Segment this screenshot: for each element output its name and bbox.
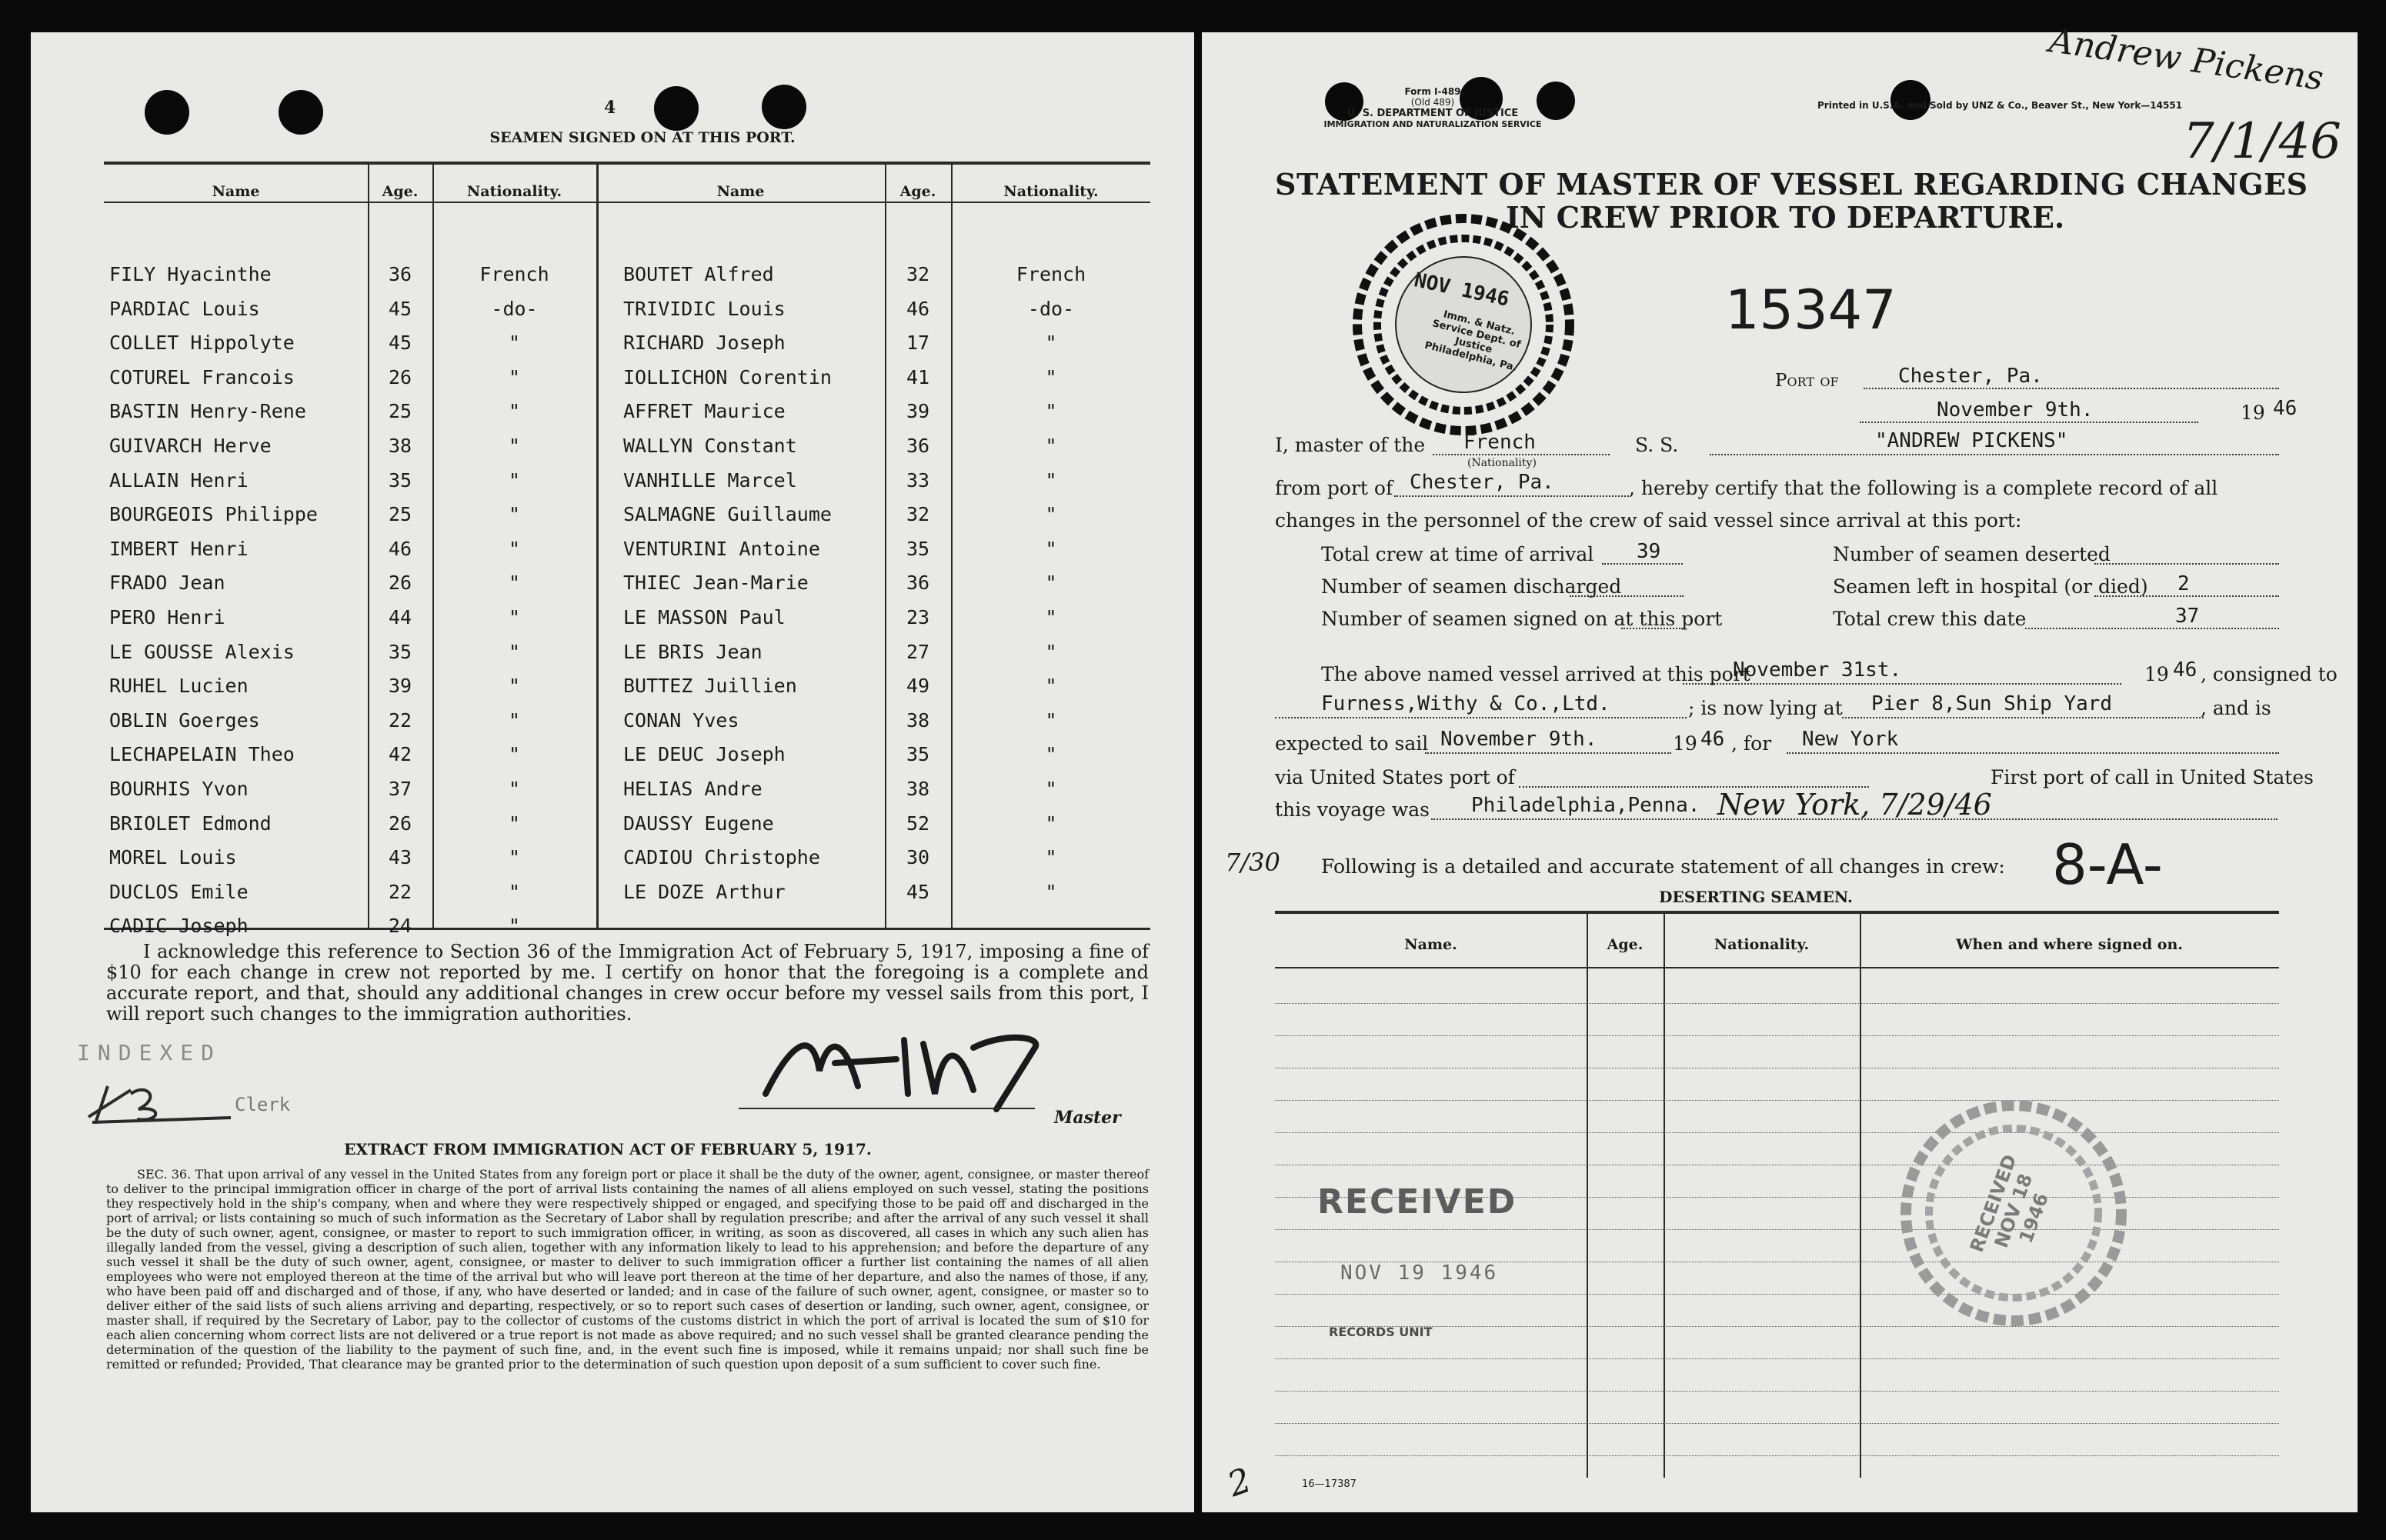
from-port-line [1394, 495, 1629, 497]
seaman-age: 22 [388, 708, 412, 732]
column-header-age: Age. [382, 183, 419, 200]
seaman-name: GUIVARCH Herve [109, 435, 272, 457]
printer-note: Printed in U.S.A. and Sold by UNZ & Co., Beaver St., New York—14551 [1817, 100, 2183, 111]
seaman-nationality: -do- [1027, 297, 1075, 320]
seaman-nationality: " [508, 365, 521, 388]
seaman-name: RUHEL Lucien [109, 675, 249, 698]
column-header-nationality: Nationality. [1003, 183, 1099, 200]
seaman-nationality: " [508, 846, 521, 869]
column-header-name: Name [716, 183, 765, 200]
seaman-name: LE DOZE Arthur [623, 880, 786, 903]
seaman-nationality: " [508, 468, 521, 492]
signature-line [739, 1108, 1035, 1109]
seaman-age: 25 [388, 400, 412, 423]
seaman-age: 23 [906, 606, 930, 628]
via-label: via United States port of [1275, 766, 1515, 788]
margin-note: 7/30 [1225, 848, 1280, 877]
nationality-value: French [1463, 431, 1536, 454]
date-line [1860, 422, 2198, 423]
seaman-age: 43 [388, 846, 412, 869]
seaman-name: LE DEUC Joseph [623, 743, 786, 766]
seaman-age: 49 [906, 675, 930, 698]
table-rule [104, 202, 1150, 203]
extract-title: EXTRACT FROM IMMIGRATION ACT OF FEBRUARY 5, 1917. [344, 1140, 872, 1158]
lying-line [1842, 717, 2204, 718]
column-divider [596, 163, 599, 928]
column-header-age: Age. [899, 183, 936, 200]
expected-year: 46 [1700, 728, 1725, 751]
seaman-name: BASTIN Henry-Rene [109, 400, 306, 423]
column-divider [1860, 912, 1861, 1478]
seaman-name: BOUTET Alfred [623, 263, 774, 285]
arrived-line [1683, 683, 2121, 685]
seaman-name: VENTURINI Antoine [623, 537, 820, 560]
arrived-label: The above named vessel arrived at this port [1321, 663, 1750, 685]
following-text: Following is a detailed and accurate statement of all changes in crew: [1321, 855, 2005, 878]
seaman-nationality: " [508, 572, 521, 595]
seaman-age: 25 [388, 503, 412, 526]
vessel-name: "ANDREW PICKENS" [1875, 429, 2068, 452]
table-rule [1275, 911, 2279, 914]
seaman-name: LE GOUSSE Alexis [109, 640, 295, 663]
deserting-column-age: Age. [1607, 936, 1644, 953]
table-rule [1275, 967, 2279, 968]
seaman-name: IOLLICHON Corentin [623, 365, 832, 388]
indexed-stamp: INDEXED [77, 1040, 222, 1065]
date-value: November 9th. [1937, 398, 2094, 422]
file-number: 15347 [1725, 278, 1897, 342]
seaman-nationality: " [1045, 606, 1057, 628]
port-line [1864, 388, 2279, 389]
expected-line [1425, 752, 1671, 754]
year-prefix: 19 [2241, 402, 2265, 424]
stat-line [1621, 628, 1683, 629]
seaman-name: CADIC Joseph [109, 915, 249, 938]
seaman-age: 24 [388, 915, 412, 938]
seaman-age: 41 [906, 365, 930, 388]
column-divider [1664, 912, 1665, 1478]
seaman-age: 35 [388, 468, 412, 492]
deserting-column-name: Name. [1404, 936, 1457, 953]
seaman-age: 38 [388, 435, 412, 457]
seaman-name: DAUSSY Eugene [623, 812, 774, 835]
seaman-name: IMBERT Henri [109, 537, 249, 560]
seaman-nationality: " [508, 778, 521, 800]
certify-text: , hereby certify that the following is a complete record of all [1629, 477, 2218, 499]
seaman-nationality: French [479, 263, 549, 285]
for-line [1787, 752, 2279, 754]
seaman-age: 52 [906, 812, 930, 835]
for-label: , for [1731, 732, 1772, 755]
seaman-age: 32 [906, 263, 930, 285]
faint-stamp-text: RECEIVED NOV 18 1946 [1965, 1152, 2053, 1255]
punch-hole [279, 90, 323, 135]
seaman-nationality: " [508, 812, 521, 835]
seaman-nationality: " [1045, 365, 1057, 388]
column-header-nationality: Nationality. [466, 183, 562, 200]
seaman-age: 35 [906, 537, 930, 560]
consigned-label: , consigned to [2201, 663, 2338, 685]
seaman-age: 26 [388, 365, 412, 388]
lying-value: Pier 8,Sun Ship Yard [1871, 692, 2113, 715]
deserting-column-nationality: Nationality. [1714, 936, 1810, 953]
for-value: New York [1802, 728, 1899, 751]
signed-on-label: Number of seamen signed on at this port [1321, 608, 1723, 630]
round-stamp-date: NOV 1946 [1412, 268, 1511, 312]
handwritten-vessel-name: Andrew Pickens [2047, 21, 2326, 98]
consignee-value: Furness,Withy & Co.,Ltd. [1321, 692, 1610, 715]
seaman-age: 42 [388, 743, 412, 766]
seaman-name: COTUREL Francois [109, 365, 295, 388]
stat-line [1570, 595, 1684, 597]
service-name: IMMIGRATION AND NATURALIZATION SERVICE [1323, 119, 1542, 129]
form-title-line-2: IN CREW PRIOR TO DEPARTURE. [1506, 200, 2065, 235]
extract-text: SEC. 36. That upon arrival of any vessel in the United States from any foreign port or place it shall be the duty of the owner, agent, consignee, or master thereof to deliver to the principal immigration officer in charge of the port of arrival lists containing the names of all aliens employed on such vessel, stating the positions they respectively hold in the ship's company, when and where they were respectively shipped or engaged, and specifying those to be paid off and discharged in the port of arrival; or lists containing so much of such information as the Secretary of Labor shall by regulation prescribe; and after the arrival of any such vessel it shall be the duty of such owner, agent, consignee, or master to report to such immigration officer, in writing, as soon as discovered, all cases in which any such alien has illegally landed from the vessel, giving a description of such alien, together with any information likely to lead to his apprehension; and before the departure of any such vessel it shall be the duty of such owner, agent, consignee, or master to deliver to such immigration officer a further list containing the names of all alien employees who were not employed thereon at the time of the arrival but who will leave port thereon at the time of her departure, and also the names of those, if any, who have been paid off and discharged and of those, if any, who have deserted or landed; and in case of the failure of such owner, agent, consignee, or master so to deliver either of the said lists of such aliens arriving and departing, respectively, or so to report such cases of desertion or landing, such owner, agent, consignee, or master shall, if required by the Secretary of Labor, pay to the collector of customs of the customs district in which the port of arrival is located the sum of $10 for each alien concerning whom correct lists are not delivered or a true report is not made as above required; and no such vessel shall be granted clearance pending the determination of the question of the liability to the payment of such fine, and, in the event such fine is imposed, while it remains unpaid; nor shall such fine be remitted or refunded; Provided, That clearance may be granted prior to the determination of such question upon deposit of a sum sufficient to cover such fine. [106, 1167, 1149, 1372]
total-crew-arrival-value: 39 [1637, 540, 1661, 563]
seaman-age: 22 [388, 880, 412, 903]
seaman-nationality: " [508, 915, 521, 938]
seaman-nationality: " [1045, 708, 1057, 732]
handwritten-date: 7/1/46 [2183, 113, 2341, 170]
seaman-nationality: " [508, 640, 521, 663]
form-old-number: (Old 489) [1410, 97, 1455, 108]
consignee-line [1275, 717, 1687, 718]
crew-list-page [31, 32, 1194, 1512]
deserting-seamen-heading: DESERTING SEAMEN. [1659, 888, 1853, 906]
seaman-age: 27 [906, 640, 930, 663]
seaman-age: 36 [906, 435, 930, 457]
seaman-name: MOREL Louis [109, 846, 237, 869]
master-label: Master [1054, 1108, 1121, 1128]
seaman-age: 36 [388, 263, 412, 285]
seaman-age: 39 [906, 400, 930, 423]
seaman-nationality: " [1045, 435, 1057, 457]
total-date-value: 37 [2175, 605, 2200, 628]
corner-mark: 2 [1223, 1460, 1256, 1505]
port-label: Port of [1775, 371, 1839, 391]
seaman-nationality: " [1045, 332, 1057, 355]
seaman-name: BRIOLET Edmond [109, 812, 272, 835]
expected-year-prefix: 19 [1673, 732, 1697, 755]
seaman-nationality: " [508, 435, 521, 457]
nationality-line [1433, 454, 1610, 455]
seaman-name: PERO Henri [109, 606, 225, 628]
form-title-line-1: STATEMENT OF MASTER OF VESSEL REGARDING CHANGES [1275, 167, 2308, 202]
seaman-age: 46 [906, 297, 930, 320]
deserting-row-line [1275, 1423, 2279, 1424]
nationality-caption: (Nationality) [1467, 457, 1537, 469]
received-stamp-date: NOV 19 1946 [1340, 1262, 1499, 1285]
deserted-label: Number of seamen deserted [1833, 543, 2111, 565]
seaman-nationality: " [508, 606, 521, 628]
seaman-nationality: " [1045, 846, 1057, 869]
seaman-nationality: " [508, 743, 521, 766]
clerk-label: Clerk [235, 1094, 291, 1115]
seaman-name: BOURHIS Yvon [109, 778, 249, 800]
classification-mark: 8-A- [2052, 832, 2163, 897]
seaman-age: 35 [388, 640, 412, 663]
seaman-age: 35 [906, 743, 930, 766]
received-stamp: RECEIVED [1317, 1182, 1517, 1222]
arrived-value: November 31st. [1733, 658, 1902, 682]
discharged-label: Number of seamen discharged [1321, 575, 1622, 598]
seaman-age: 38 [906, 778, 930, 800]
records-unit-stamp: RECORDS UNIT [1329, 1325, 1433, 1339]
voyage-value: Philadelphia,Penna. [1471, 794, 1700, 817]
seaman-age: 30 [906, 846, 930, 869]
seaman-age: 26 [388, 572, 412, 595]
seaman-age: 44 [388, 606, 412, 628]
page-number: 4 [604, 98, 616, 118]
seaman-nationality: " [508, 675, 521, 698]
seaman-name: PARDIAC Louis [109, 297, 260, 320]
seaman-nationality: -do- [491, 297, 538, 320]
seaman-name: TRIVIDIC Louis [623, 297, 786, 320]
deserting-column-signed-on: When and where signed on. [1956, 936, 2183, 953]
seaman-nationality: " [508, 708, 521, 732]
seaman-age: 26 [388, 812, 412, 835]
seaman-age: 46 [388, 537, 412, 560]
seaman-age: 45 [388, 297, 412, 320]
form-number: Form I-489 [1404, 86, 1461, 97]
punch-hole [145, 90, 189, 135]
seaman-name: THIEC Jean-Marie [623, 572, 809, 595]
seaman-nationality: " [508, 880, 521, 903]
seaman-age: 32 [906, 503, 930, 526]
seaman-name: COLLET Hippolyte [109, 332, 295, 355]
seaman-nationality: " [1045, 880, 1057, 903]
total-date-label: Total crew this date [1833, 608, 2027, 630]
seaman-name: FRADO Jean [109, 572, 225, 595]
seaman-nationality: " [508, 400, 521, 423]
deserting-row-line [1275, 1003, 2279, 1004]
first-call-label: First port of call in United States [1991, 766, 2314, 788]
seaman-age: 45 [906, 880, 930, 903]
seaman-name: CADIOU Christophe [623, 846, 820, 869]
seaman-name: VANHILLE Marcel [623, 468, 797, 492]
seaman-nationality: " [1045, 537, 1057, 560]
seaman-name: LECHAPELAIN Theo [109, 743, 295, 766]
deserting-row-line [1275, 1391, 2279, 1392]
seaman-name: BUTTEZ Juillien [623, 675, 797, 698]
expected-value: November 9th. [1440, 728, 1597, 751]
seaman-name: DUCLOS Emile [109, 880, 249, 903]
column-header-name: Name [212, 183, 260, 200]
voyage-handwritten: New York, 7/29/46 [1717, 788, 1992, 822]
stat-line [2025, 628, 2279, 629]
seaman-nationality: " [1045, 640, 1057, 663]
seaman-nationality: " [1045, 812, 1057, 835]
round-stamp-text: Imm. & Natz. Service Dept. of Justice Philadelphia, Pa. [1423, 308, 1522, 375]
vessel-line [1710, 454, 2279, 455]
seaman-age: 33 [906, 468, 930, 492]
seaman-name: RICHARD Joseph [623, 332, 786, 355]
seaman-name: AFFRET Maurice [623, 400, 786, 423]
hospital-value: 2 [2177, 572, 2190, 595]
year-value: 46 [2273, 397, 2298, 420]
seaman-nationality: " [1045, 468, 1057, 492]
seaman-nationality: " [1045, 400, 1057, 423]
seaman-name: BOURGEOIS Philippe [109, 503, 318, 526]
changes-text: changes in the personnel of the crew of said vessel since arrival at this port: [1275, 509, 2022, 532]
ss-label: S. S. [1635, 434, 1679, 456]
deserting-row-line [1275, 1035, 2279, 1036]
seaman-age: 37 [388, 778, 412, 800]
seaman-name: SALMAGNE Guillaume [623, 503, 832, 526]
column-divider [1587, 912, 1588, 1478]
from-port-value: Chester, Pa. [1410, 471, 1554, 494]
seaman-age: 17 [906, 332, 930, 355]
expected-label: expected to sail [1275, 732, 1429, 755]
seaman-nationality: " [1045, 778, 1057, 800]
seaman-name: ALLAIN Henri [109, 468, 249, 492]
master-signature [742, 1017, 1066, 1117]
acknowledgement-text: I acknowledge this reference to Section 36 of the Immigration Act of February 5, 1917, imposing a fine of $10 for each change in crew not reported by me. I certify on honor that the foregoing is a complete and accurate report, and that, should any additional changes in crew occur before my vessel sails from this port, I will report such changes to the immigration authorities. [106, 941, 1149, 1025]
table-rule [104, 162, 1150, 165]
from-port-label: from port of [1275, 477, 1393, 499]
arrived-year-prefix: 19 [2144, 663, 2169, 685]
punch-hole [654, 86, 699, 131]
department-name: U. S. DEPARTMENT OF JUSTICE [1347, 108, 1519, 119]
master-statement-page [1202, 21, 2358, 1512]
seaman-age: 45 [388, 332, 412, 355]
seaman-nationality: " [1045, 743, 1057, 766]
seaman-name: WALLYN Constant [623, 435, 797, 457]
seaman-nationality: " [508, 332, 521, 355]
seaman-name: HELIAS Andre [623, 778, 763, 800]
deserting-row-line [1275, 1358, 2279, 1359]
seaman-name: CONAN Yves [623, 708, 739, 732]
seaman-name: LE BRIS Jean [623, 640, 763, 663]
stat-line [1602, 563, 1683, 565]
arrived-year: 46 [2173, 658, 2197, 682]
lying-label: ; is now lying at [1688, 697, 1843, 719]
punch-hole [762, 85, 806, 129]
seaman-name: FILY Hyacinthe [109, 263, 272, 285]
total-crew-arrival-label: Total crew at time of arrival [1321, 543, 1594, 565]
hospital-label: Seamen left in hospital (or died) [1833, 575, 2148, 598]
master-prefix: I, master of the [1275, 434, 1426, 456]
stat-line [2094, 563, 2279, 565]
seaman-nationality: " [1045, 572, 1057, 595]
seaman-nationality: " [1045, 675, 1057, 698]
seaman-age: 38 [906, 708, 930, 732]
stat-line [2094, 595, 2279, 597]
port-value: Chester, Pa. [1898, 365, 2043, 388]
seaman-nationality: French [1016, 263, 1086, 285]
seamen-signed-on-heading: SEAMEN SIGNED ON AT THIS PORT. [489, 129, 796, 146]
seaman-age: 39 [388, 675, 412, 698]
seaman-nationality: " [508, 537, 521, 560]
seaman-name: OBLIN Goerges [109, 708, 260, 732]
voyage-label: this voyage was [1275, 798, 1430, 821]
seaman-nationality: " [1045, 503, 1057, 526]
table-rule [104, 928, 1150, 930]
deserting-row-line [1275, 1455, 2279, 1456]
seaman-nationality: " [508, 503, 521, 526]
seaman-age: 36 [906, 572, 930, 595]
seaman-name: LE MASSON Paul [623, 606, 786, 628]
and-is-label: , and is [2201, 697, 2271, 719]
form-code: 16—17387 [1302, 1478, 1357, 1490]
